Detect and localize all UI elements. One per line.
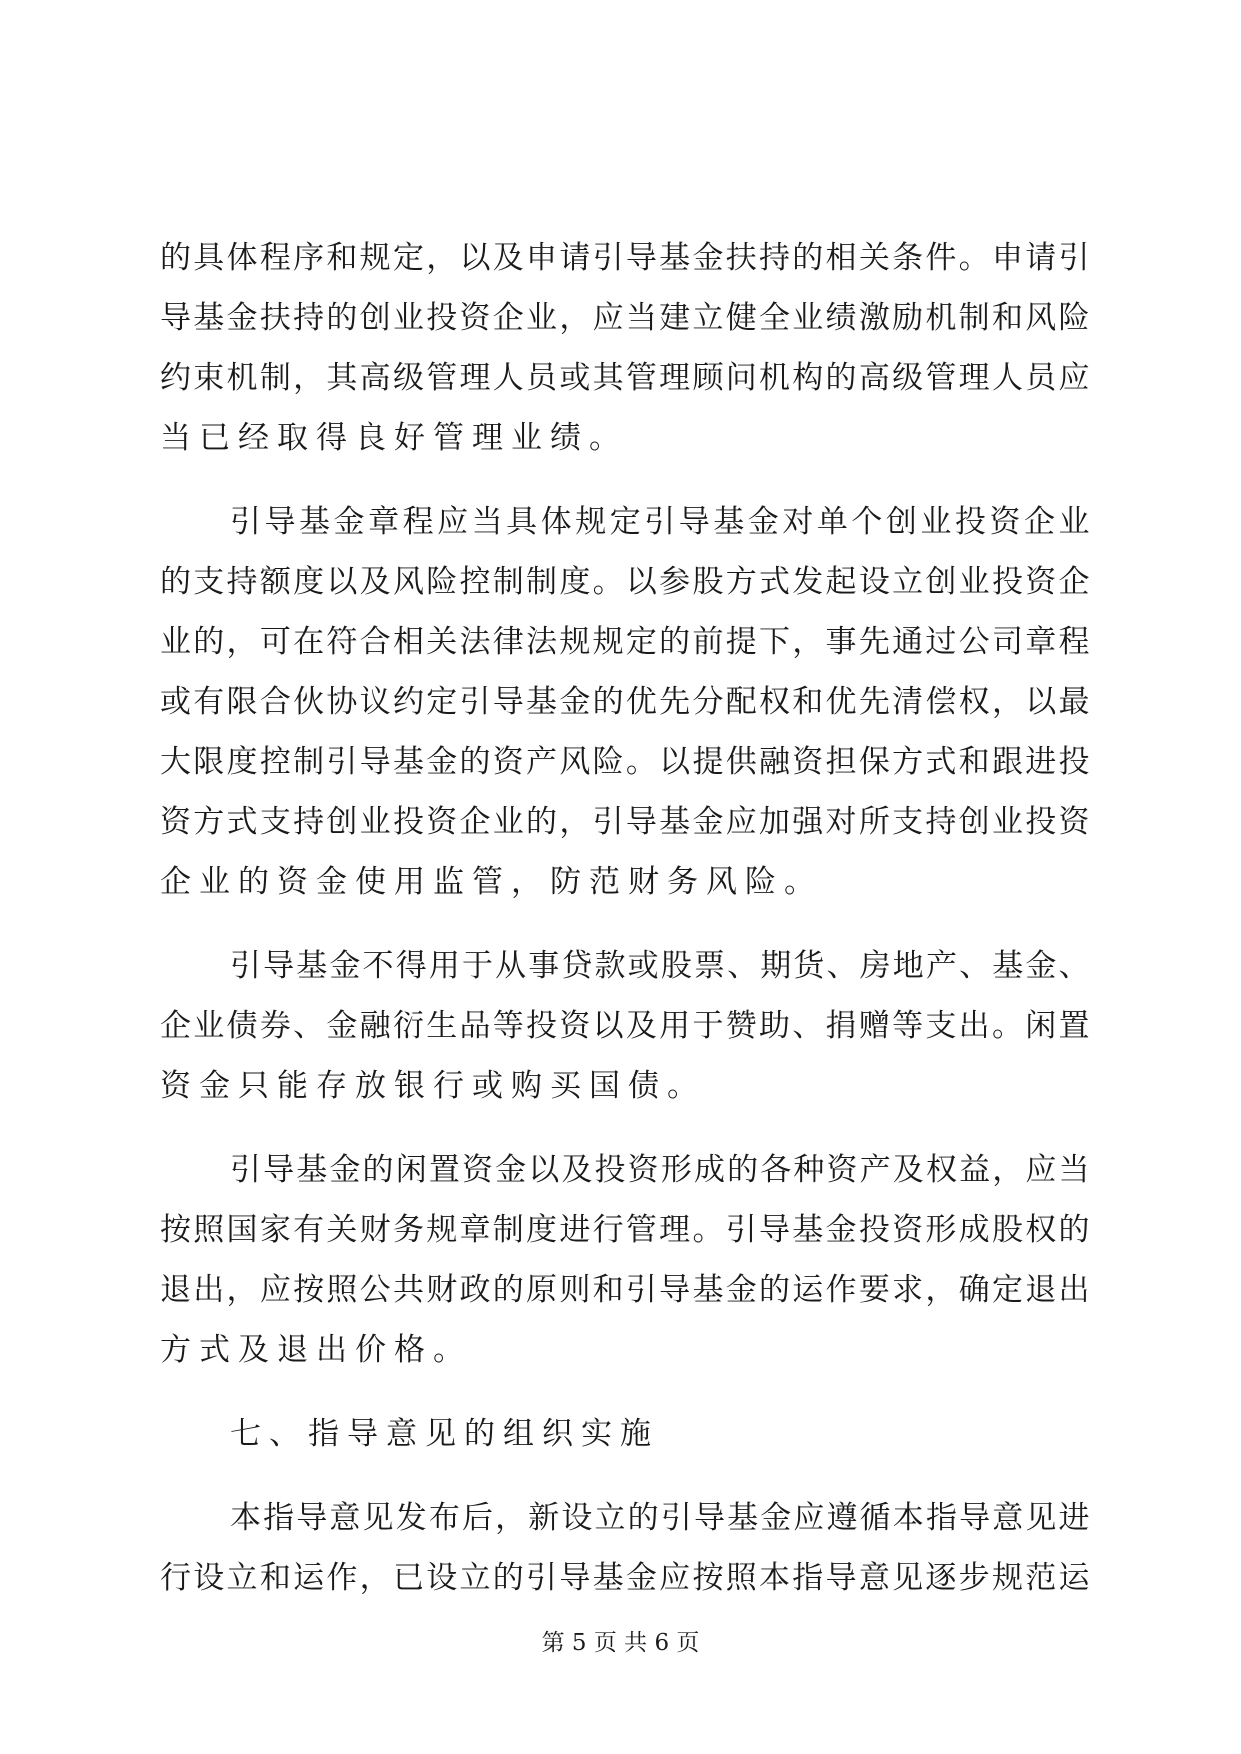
paragraph-2-line-7: 企业的资金使用监管，防范财务风险。 (160, 864, 823, 900)
paragraph-2-line-2: 的支持额度以及风险控制制度。以参股方式发起设立创业投资企 (160, 564, 1090, 600)
page-number-footer: 第 5 页 共 6 页 (541, 1630, 700, 1656)
paragraph-1-line-4: 当已经取得良好管理业绩。 (160, 420, 628, 456)
paragraph-6-line-1: 本指导意见发布后，新设立的引导基金应遵循本指导意见进 (230, 1500, 1090, 1536)
paragraph-2-line-1: 引导基金章程应当具体规定引导基金对单个创业投资企业 (230, 504, 1090, 540)
paragraph-2-line-6: 资方式支持创业投资企业的，引导基金应加强对所支持创业投资 (160, 804, 1090, 840)
paragraph-2-line-5: 大限度控制引导基金的资产风险。以提供融资担保方式和跟进投 (160, 744, 1090, 780)
paragraph-3-line-1: 引导基金不得用于从事贷款或股票、期货、房地产、基金、 (230, 948, 1090, 984)
paragraph-2-line-3: 业的，可在符合相关法律法规规定的前提下，事先通过公司章程 (160, 624, 1090, 660)
paragraph-3-line-3: 资金只能存放银行或购买国债。 (160, 1068, 706, 1104)
paragraph-4-line-4: 方式及退出价格。 (160, 1332, 472, 1368)
paragraph-6-line-2: 行设立和运作，已设立的引导基金应按照本指导意见逐步规范运 (160, 1560, 1090, 1596)
paragraph-3-line-2: 企业债券、金融衍生品等投资以及用于赞助、捐赠等支出。闲置 (160, 1008, 1090, 1044)
paragraph-4-line-2: 按照国家有关财务规章制度进行管理。引导基金投资形成股权的 (160, 1212, 1090, 1248)
paragraph-2-line-4: 或有限合伙协议约定引导基金的优先分配权和优先清偿权，以最 (160, 684, 1090, 720)
paragraph-4-line-1: 引导基金的闲置资金以及投资形成的各种资产及权益，应当 (230, 1152, 1090, 1188)
document-body (160, 228, 1090, 1608)
paragraph-1-line-3: 约束机制，其高级管理人员或其管理顾问机构的高级管理人员应 (160, 360, 1090, 396)
paragraph-1-line-2: 导基金扶持的创业投资企业，应当建立健全业绩激励机制和风险 (160, 300, 1090, 336)
section-heading: 七、指导意见的组织实施 (230, 1416, 659, 1452)
paragraph-1-line-1: 的具体程序和规定，以及申请引导基金扶持的相关条件。申请引 (160, 240, 1090, 276)
paragraph-4-line-3: 退出，应按照公共财政的原则和引导基金的运作要求，确定退出 (160, 1272, 1090, 1308)
